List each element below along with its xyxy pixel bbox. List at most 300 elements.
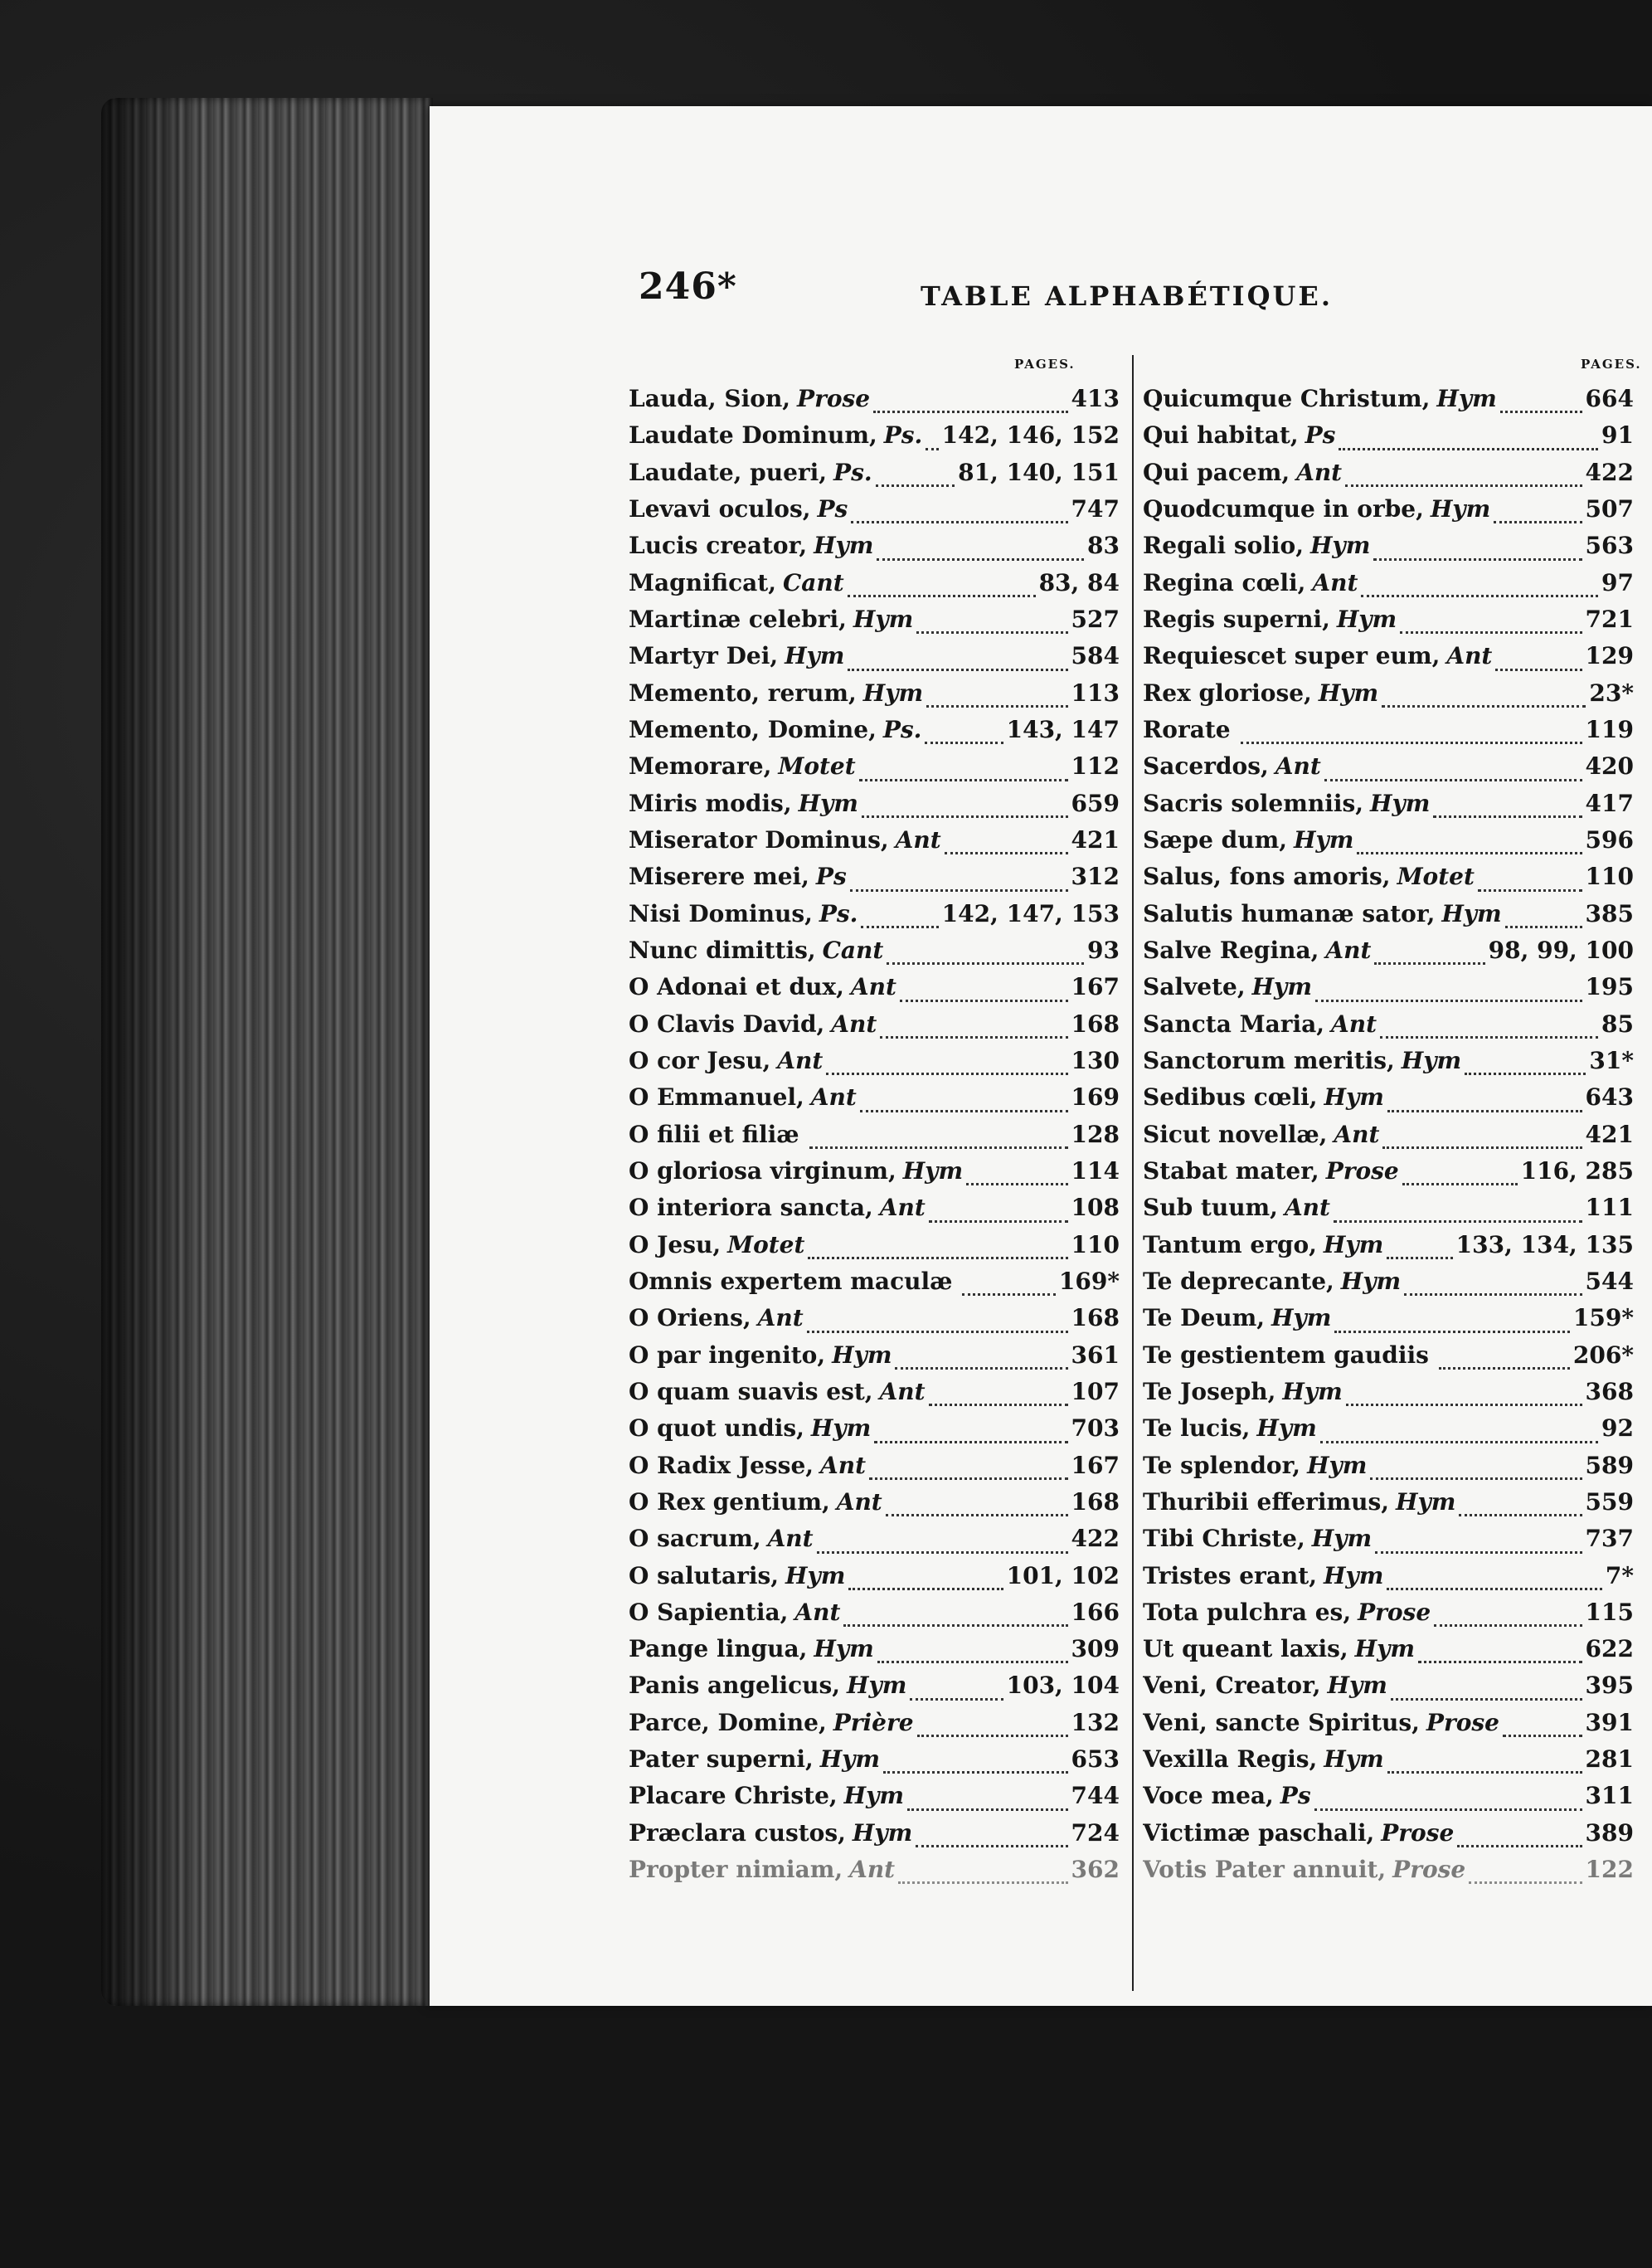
entry-type: Hym [1369, 789, 1431, 817]
index-entry [1143, 752, 1634, 789]
entry-pages: 311 [1585, 1782, 1634, 1810]
dot-leader [886, 1514, 1068, 1516]
index-entry [629, 1672, 1120, 1708]
entry-pages: 112 [1071, 752, 1120, 781]
entry-title: Sedibus cœli, [1143, 1083, 1318, 1112]
entry-title: Laudate, pueri, [629, 458, 828, 486]
entry-title: Regina cœli, [1143, 568, 1306, 596]
index-entry [629, 569, 1120, 606]
index-entry [1143, 790, 1634, 826]
entry-pages: 119 [1585, 715, 1634, 743]
entry-pages: 166 [1071, 1598, 1120, 1626]
index-entry [1143, 937, 1634, 973]
entry-pages: 643 [1585, 1083, 1634, 1112]
entry-type: Hym [1271, 1304, 1332, 1332]
entry-title: Stabat mater, [1143, 1156, 1319, 1185]
entry-type: Ant [820, 1451, 867, 1479]
dot-leader [1439, 1367, 1570, 1370]
index-entry [1143, 1157, 1634, 1194]
index-entry [1143, 421, 1634, 458]
entry-title: Pater superni, [629, 1745, 814, 1774]
entry-pages: 195 [1585, 973, 1634, 1001]
entry-type: Ps. [883, 421, 923, 450]
entry-type: Prose [1381, 1818, 1455, 1847]
entry-type: Hym [785, 642, 845, 670]
entry-title: Martyr Dei, [629, 642, 779, 670]
entry-pages: 23* [1589, 679, 1634, 707]
dot-leader [1494, 521, 1582, 523]
dot-leader [900, 1000, 1068, 1002]
index-entry [1143, 1304, 1634, 1341]
entry-title: O Radix Jesse, [629, 1451, 814, 1479]
entry-title: Te gestientem gaudiis [1143, 1341, 1429, 1369]
entry-title: Laudate Dominum, [629, 421, 877, 450]
index-entry [629, 863, 1120, 899]
entry-type: Hym [814, 1635, 874, 1663]
entry-type: Hym [1430, 494, 1491, 523]
dot-leader [809, 1146, 1068, 1149]
index-entry [1143, 1010, 1634, 1047]
entry-type: Prose [1358, 1598, 1431, 1626]
entry-pages: 395 [1585, 1672, 1634, 1700]
entry-type: Ant [757, 1304, 804, 1332]
index-entry [1143, 716, 1634, 752]
index-entry [1143, 606, 1634, 642]
entry-pages: 421 [1071, 825, 1120, 854]
index-column-right [1143, 385, 1634, 1892]
entry-title: Sub tuum, [1143, 1194, 1278, 1222]
dot-leader [807, 1331, 1068, 1333]
entry-title: Salutis humanæ sator, [1143, 899, 1436, 927]
entry-type: Hym [1251, 973, 1312, 1001]
index-entry [629, 1488, 1120, 1525]
entry-title: Te Joseph, [1143, 1377, 1276, 1405]
dot-leader [925, 742, 1003, 744]
entry-type: Hym [1401, 1046, 1462, 1074]
entry-pages: 159* [1572, 1304, 1634, 1332]
index-entry [1143, 973, 1634, 1010]
entry-title: Memorare, [629, 752, 772, 781]
entry-type: Ant [1296, 458, 1343, 486]
entry-type: Hym [1336, 605, 1397, 633]
entry-pages: 413 [1071, 385, 1120, 412]
entry-type: Cant [822, 936, 884, 964]
entry-title: O cor Jesu, [629, 1046, 771, 1074]
entry-pages: 129 [1585, 642, 1634, 670]
entry-title: Sancta Maria, [1143, 1010, 1325, 1038]
index-entry [1143, 1819, 1634, 1856]
entry-title: Quodcumque in orbe, [1143, 494, 1424, 523]
index-entry [629, 1010, 1120, 1047]
entry-title: Salvete, [1143, 973, 1246, 1001]
entry-title: Regis superni, [1143, 605, 1330, 633]
entry-title: O Adonai et dux, [629, 973, 844, 1001]
entry-type: Ant [1334, 1120, 1380, 1148]
entry-pages: 281 [1585, 1745, 1634, 1774]
entry-pages: 114 [1071, 1156, 1120, 1185]
entry-type: Ant [1331, 1010, 1377, 1038]
entry-type: Motet [727, 1230, 805, 1258]
index-entry [1143, 1194, 1634, 1230]
entry-pages: 115 [1585, 1598, 1634, 1626]
entry-pages: 107 [1071, 1377, 1120, 1405]
dot-leader [1505, 926, 1582, 928]
dot-leader [1434, 1624, 1582, 1627]
entry-pages: 596 [1585, 825, 1634, 854]
dot-leader [1320, 1441, 1598, 1443]
entry-pages: 132 [1071, 1708, 1120, 1736]
dot-leader [1374, 962, 1484, 965]
entry-type: Hym [810, 1414, 872, 1443]
index-entry [1143, 459, 1634, 495]
entry-title: Præclara custos, [629, 1818, 846, 1847]
entry-pages: 85 [1601, 1010, 1634, 1038]
index-entry [629, 1709, 1120, 1745]
index-entry [1143, 679, 1634, 716]
dot-leader [1400, 631, 1582, 634]
entry-title: O Jesu, [629, 1230, 722, 1258]
index-entry [1143, 1856, 1634, 1892]
index-entry [629, 1856, 1120, 1892]
index-entry [629, 1562, 1120, 1599]
dot-leader [917, 1735, 1068, 1737]
entry-pages: 737 [1585, 1525, 1634, 1553]
dot-leader [895, 1367, 1067, 1370]
index-entry [1143, 1047, 1634, 1083]
entry-type: Hym [819, 1745, 881, 1774]
dot-leader [859, 779, 1068, 781]
entry-type: Ant [879, 1194, 926, 1222]
index-entry [629, 1745, 1120, 1782]
dot-leader [861, 926, 938, 928]
entry-title: Vexilla Regis, [1143, 1745, 1318, 1774]
entry-type: Hym [902, 1156, 964, 1185]
entry-pages: 133, 134, 135 [1455, 1230, 1634, 1258]
index-entry [629, 1047, 1120, 1083]
index-column-left [629, 385, 1120, 1892]
entry-type: Ps. [819, 899, 858, 927]
index-entry [629, 826, 1120, 863]
entry-pages: 659 [1071, 789, 1120, 817]
entry-title: Memento, Domine, [629, 715, 877, 743]
entry-type: Ant [777, 1046, 824, 1074]
entry-title: Rorate [1143, 715, 1231, 743]
index-entry [1143, 1525, 1634, 1561]
entry-pages: 368 [1585, 1377, 1634, 1405]
entry-pages: 167 [1071, 1451, 1120, 1479]
index-entry [1143, 385, 1634, 421]
entry-pages: 653 [1071, 1745, 1120, 1774]
entry-type: Ps [1305, 421, 1336, 450]
entry-pages: 101, 102 [1006, 1561, 1120, 1589]
entry-title: Te deprecante, [1143, 1267, 1334, 1295]
index-entry [629, 716, 1120, 752]
index-entry [629, 421, 1120, 458]
dot-leader [1361, 595, 1598, 597]
entry-title: O filii et filiæ [629, 1120, 799, 1148]
entry-pages: 721 [1585, 605, 1634, 633]
entry-pages: 31* [1589, 1046, 1634, 1074]
entry-title: Martinæ celebri, [629, 605, 847, 633]
entry-pages: 584 [1071, 642, 1120, 670]
index-entry [629, 1121, 1120, 1157]
entry-pages: 128 [1071, 1120, 1120, 1148]
entry-title: Panis angelicus, [629, 1672, 841, 1700]
entry-title: Propter nimiam, [629, 1856, 843, 1884]
entry-title: Nunc dimittis, [629, 936, 816, 964]
entry-type: Cant [782, 568, 844, 596]
dot-leader [916, 631, 1067, 634]
index-entry [629, 1599, 1120, 1635]
dot-leader [1314, 1808, 1582, 1811]
entry-title: Miserere mei, [629, 863, 809, 891]
dot-leader [887, 962, 1084, 965]
index-entry [629, 1083, 1120, 1120]
entry-title: Thuribii efferimus, [1143, 1487, 1390, 1516]
dot-leader [880, 1036, 1067, 1039]
index-entry [1143, 900, 1634, 937]
entry-pages: 622 [1585, 1635, 1634, 1663]
dot-leader [1402, 1183, 1518, 1185]
entry-pages: 168 [1071, 1304, 1120, 1332]
entry-title: Voce mea, [1143, 1782, 1274, 1810]
entry-type: Hym [1323, 1230, 1384, 1258]
index-entry [1143, 1562, 1634, 1599]
entry-pages: 385 [1585, 899, 1634, 927]
entry-title: Nisi Dominus, [629, 899, 813, 927]
entry-type: Ant [1312, 568, 1358, 596]
dot-leader [1465, 1073, 1586, 1075]
page-number: 246* [639, 265, 737, 308]
entry-type: Hym [814, 532, 874, 560]
entry-type: Ant [879, 1377, 926, 1405]
dot-leader [1346, 1404, 1582, 1406]
entry-type: Hym [1318, 679, 1379, 707]
entry-type: Ant [810, 1083, 857, 1112]
dot-leader [910, 1698, 1003, 1701]
entry-title: Qui habitat, [1143, 421, 1299, 450]
index-entry [629, 900, 1120, 937]
index-entry [1143, 1378, 1634, 1414]
book-edge-shadow [101, 98, 201, 2006]
index-entry [629, 532, 1120, 568]
entry-type: Hym [1282, 1377, 1343, 1405]
entry-type: Ant [794, 1598, 841, 1626]
entry-title: Veni, sancte Spiritus, [1143, 1708, 1420, 1736]
dot-leader [1418, 1661, 1582, 1663]
dot-leader [850, 889, 1068, 892]
dot-leader [873, 411, 1067, 413]
dot-leader [916, 1845, 1067, 1847]
entry-type: Ps [1280, 1782, 1311, 1810]
entry-pages: 168 [1071, 1010, 1120, 1038]
entry-title: Sacris solemniis, [1143, 789, 1363, 817]
dot-leader [962, 1293, 1055, 1296]
entry-type: Hym [847, 1672, 907, 1700]
dot-leader [1387, 1771, 1582, 1774]
entry-title: Placare Christe, [629, 1782, 838, 1810]
dot-leader [1382, 705, 1586, 708]
index-entry [1143, 1341, 1634, 1378]
dot-leader [808, 1257, 1067, 1259]
entry-pages: 724 [1071, 1818, 1120, 1847]
entry-type: Hym [1293, 825, 1354, 854]
entry-pages: 420 [1585, 752, 1634, 781]
entry-type: Ant [836, 1487, 882, 1516]
entry-type: Ant [767, 1525, 814, 1553]
dot-leader [1357, 852, 1582, 854]
entry-title: Lauda, Sion, [629, 385, 791, 412]
dot-leader [877, 1661, 1068, 1663]
dot-leader [1387, 1257, 1452, 1259]
entry-title: Sacerdos, [1143, 752, 1269, 781]
entry-pages: 130 [1071, 1046, 1120, 1074]
entry-pages: 142, 147, 153 [941, 899, 1120, 927]
entry-pages: 103, 104 [1006, 1672, 1120, 1700]
index-entry [1143, 1268, 1634, 1304]
entry-type: Prose [797, 385, 871, 412]
dot-leader [898, 1881, 1067, 1884]
dot-leader [929, 1220, 1068, 1223]
entry-title: Te lucis, [1143, 1414, 1251, 1443]
entry-title: Sanctorum meritis, [1143, 1046, 1395, 1074]
entry-title: Victimæ paschali, [1143, 1818, 1375, 1847]
index-entry [629, 1231, 1120, 1268]
entry-pages: 527 [1071, 605, 1120, 633]
index-entry [1143, 1709, 1634, 1745]
dot-leader [1324, 779, 1582, 781]
entry-title: O quot undis, [629, 1414, 804, 1443]
entry-pages: 589 [1585, 1451, 1634, 1479]
entry-pages: 98, 99, 100 [1488, 936, 1634, 964]
entry-pages: 143, 147 [1006, 715, 1120, 743]
entry-type: Hym [1324, 1745, 1384, 1774]
entry-type: Ant [1325, 936, 1372, 964]
entry-type: Hym [862, 679, 924, 707]
index-entry [1143, 495, 1634, 532]
index-entry [629, 1341, 1120, 1378]
entry-pages: 664 [1585, 385, 1634, 412]
index-entry [629, 1378, 1120, 1414]
dot-leader [1433, 815, 1582, 818]
entry-title: Salve Regina, [1143, 936, 1319, 964]
entry-pages: 747 [1071, 494, 1120, 523]
entry-pages: 169* [1058, 1267, 1120, 1295]
entry-pages: 97 [1601, 568, 1634, 596]
entry-title: O Oriens, [629, 1304, 751, 1332]
index-entry [1143, 826, 1634, 863]
index-entry [629, 1157, 1120, 1194]
entry-type: Hym [1327, 1672, 1387, 1700]
entry-pages: 142, 146, 152 [941, 421, 1120, 450]
index-entry [629, 495, 1120, 532]
dot-leader [851, 521, 1067, 523]
index-entry [629, 1414, 1120, 1451]
entry-type: Ant [1446, 642, 1493, 670]
dot-leader [1495, 669, 1582, 671]
entry-type: Hym [1354, 1635, 1416, 1663]
entry-title: Votis Pater annuit, [1143, 1856, 1387, 1884]
entry-pages: 312 [1071, 863, 1120, 891]
index-entry [629, 642, 1120, 679]
dot-leader [945, 852, 1068, 854]
entry-pages: 703 [1071, 1414, 1120, 1443]
dot-leader [843, 1624, 1067, 1627]
dot-leader [877, 558, 1084, 561]
entry-pages: 559 [1585, 1487, 1634, 1516]
entry-title: O Clavis David, [629, 1010, 825, 1038]
entry-title: Rex gloriose, [1143, 679, 1312, 707]
entry-pages: 168 [1071, 1487, 1120, 1516]
entry-title: O gloriosa virginum, [629, 1156, 896, 1185]
index-entry [1143, 642, 1634, 679]
index-entry [629, 973, 1120, 1010]
entry-title: Magnificat, [629, 568, 776, 596]
entry-title: O salutaris, [629, 1561, 780, 1589]
dot-leader [862, 815, 1068, 818]
entry-title: Parce, Domine, [629, 1708, 827, 1736]
entry-title: Quicumque Christum, [1143, 385, 1431, 412]
entry-type: Hym [1311, 1525, 1373, 1553]
entry-type: Ps [815, 863, 847, 891]
entry-pages: 169 [1071, 1083, 1120, 1112]
index-entry [629, 790, 1120, 826]
entry-type: Hym [1323, 1561, 1384, 1589]
index-entry [1143, 532, 1634, 568]
entry-pages: 507 [1585, 494, 1634, 523]
index-entry [629, 1819, 1120, 1856]
entry-pages: 122 [1585, 1856, 1634, 1884]
dot-leader [1469, 1881, 1582, 1884]
dot-leader [869, 1477, 1068, 1480]
dot-leader [1339, 448, 1598, 450]
entry-pages: 422 [1071, 1525, 1120, 1553]
index-entry [629, 752, 1120, 789]
index-entry [1143, 1745, 1634, 1782]
entry-type: Hym [1307, 1451, 1368, 1479]
entry-title: Miserator Dominus, [629, 825, 889, 854]
dot-leader [966, 1183, 1067, 1185]
entry-pages: 391 [1585, 1708, 1634, 1736]
entry-pages: 110 [1585, 863, 1634, 891]
dot-leader [1375, 1551, 1582, 1554]
index-entry [629, 1268, 1120, 1304]
entry-title: Tota pulchra es, [1143, 1598, 1352, 1626]
index-entry [629, 1452, 1120, 1488]
index-entry [1143, 1635, 1634, 1672]
entry-title: O par ingenito, [629, 1341, 826, 1369]
entry-pages: 361 [1071, 1341, 1120, 1369]
index-entry [629, 1635, 1120, 1672]
entry-title: Regali solio, [1143, 532, 1304, 560]
entry-type: Hym [1256, 1414, 1317, 1443]
dot-leader [1315, 1000, 1582, 1002]
dot-leader [874, 1441, 1067, 1443]
index-entry [629, 679, 1120, 716]
dot-leader [1382, 1146, 1582, 1149]
index-entry [1143, 1452, 1634, 1488]
index-entry [629, 937, 1120, 973]
entry-pages: 563 [1585, 532, 1634, 560]
dot-leader [1457, 1845, 1582, 1847]
index-entry [629, 1525, 1120, 1561]
entry-type: Motet [778, 752, 856, 781]
dot-leader [876, 484, 955, 487]
index-entry [1143, 1121, 1634, 1157]
entry-type: Ps. [833, 458, 872, 486]
entry-pages: 81, 140, 151 [958, 458, 1120, 486]
index-entry [629, 385, 1120, 421]
